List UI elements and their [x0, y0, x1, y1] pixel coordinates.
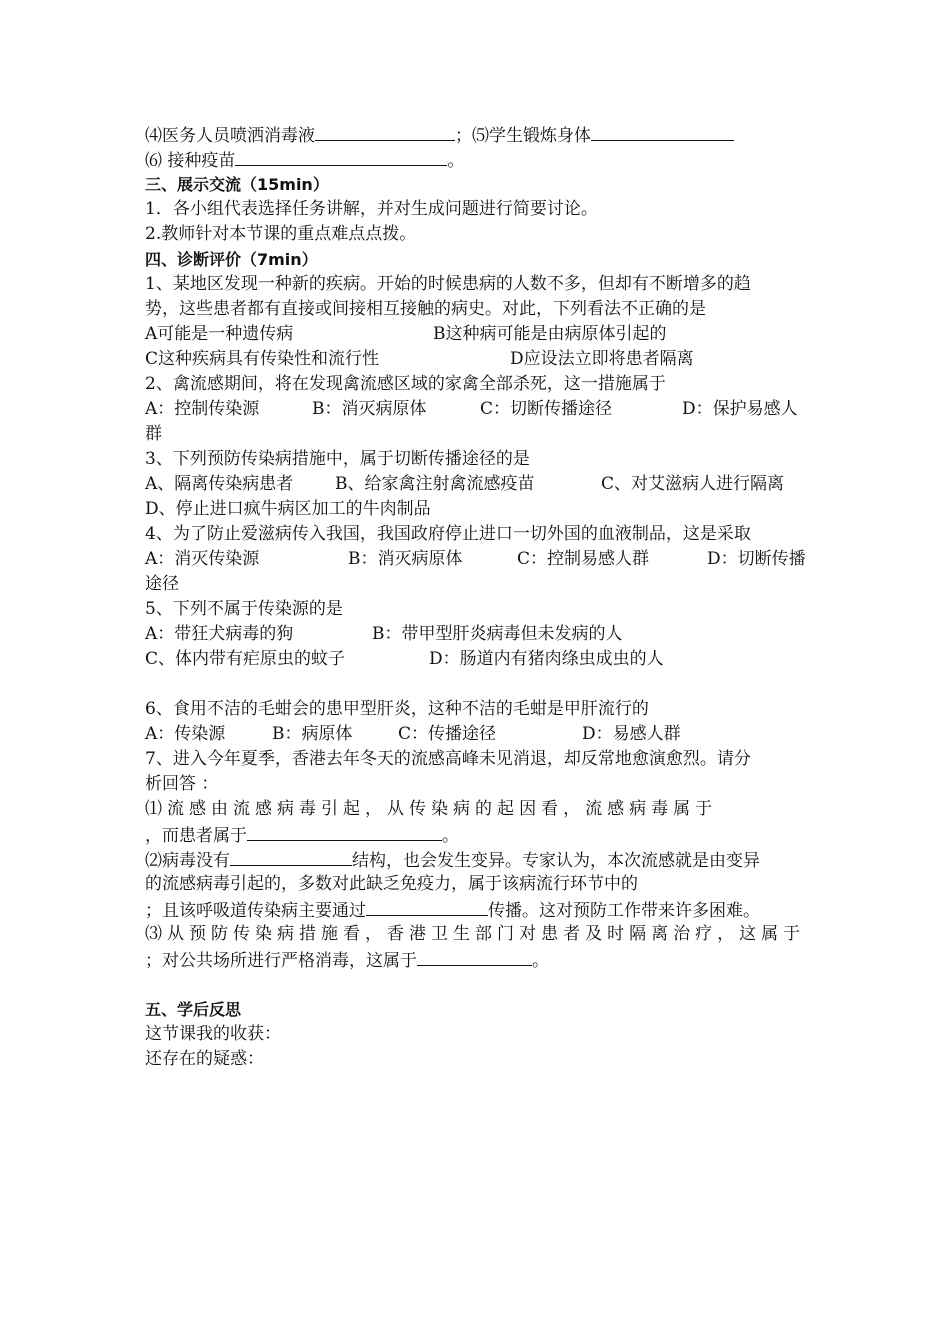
text: ，而患者属于 [145, 826, 247, 846]
text: ⑶ 从 预 防 传 染 病 措 施 看 ， 香 港 卫 生 部 门 对 患 者 及 时 隔 离 治 疗 ， 这 属 于 [145, 924, 800, 944]
line-measures-1 [145, 122, 807, 147]
text: 。 [447, 151, 465, 171]
options-row [145, 547, 807, 572]
section-heading-5: 五、学后反思 [145, 1000, 242, 1019]
question-4-line: 4、为了防止爱滋病传入我国，我国政府停止进口一切外国的血液制品，这是采取 [145, 524, 751, 544]
answer-blank[interactable] [417, 947, 532, 966]
text-line: 2.教师针对本节课的重点难点点拨。 [145, 224, 417, 244]
option-c: C：控制易感人群 [517, 549, 650, 569]
spacer [145, 672, 807, 697]
text-line: 这节课我的收获： [145, 1024, 281, 1044]
option-a: A可能是一种遗传病 [145, 324, 294, 344]
question-7-part-3 [145, 947, 807, 972]
question-7-part-2 [145, 847, 807, 872]
option-c: C、对艾滋病人进行隔离 [601, 474, 785, 494]
text-line: 1．各小组代表选择任务讲解，并对生成问题进行简要讨论。 [145, 199, 598, 219]
option-d: D应设法立即将患者隔离 [510, 349, 694, 369]
question-7-part-2 [145, 897, 807, 922]
option-a: A：传染源 [145, 724, 226, 744]
text: ⑴ 流 感 由 流 感 病 毒 引 起 ， 从 传 染 病 的 起 因 看 ， 流 感 病 毒 属 于 [145, 799, 712, 819]
line-measures-2 [145, 147, 807, 172]
option-a: A：带狂犬病毒的狗 [145, 624, 294, 644]
option-b: B：病原体 [272, 724, 353, 744]
text: 。 [442, 826, 459, 846]
options-row [145, 647, 807, 672]
question-7-part-1 [145, 822, 807, 847]
text: ；对公共场所进行严格消毒，这属于 [145, 951, 417, 971]
section-heading-3: 三、展示交流（15min） [145, 175, 329, 194]
answer-blank[interactable] [230, 847, 352, 866]
option-c: C这种疾病具有传染性和流行性 [145, 349, 380, 369]
option-d: D：保护易感人 [682, 399, 798, 419]
spacer [145, 972, 807, 997]
question-1-line: 势，这些患者都有直接或间接相互接触的病史。对此，下列看法不正确的是 [145, 299, 706, 319]
answer-blank[interactable] [591, 122, 734, 141]
text: 。 [532, 951, 549, 971]
text-line: 途径 [145, 574, 179, 594]
option-b: B：消灭病原体 [312, 399, 427, 419]
question-1-line: 1、某地区发现一种新的疾病。开始的时候患病的人数不多，但却有不断增多的趋 [145, 274, 751, 294]
options-row [145, 722, 807, 747]
question-7-part-1 [145, 797, 807, 822]
options-row [145, 397, 807, 422]
options-row [145, 622, 807, 647]
text: 结构，也会发生变异。专家认为，本次流感就是由变异 [352, 851, 760, 871]
text: ⑹ 接种疫苗 [145, 151, 236, 171]
question-7-line: 析回答 ： [145, 774, 219, 794]
option-a: A：消灭传染源 [145, 549, 260, 569]
option-d: D：易感人群 [582, 724, 681, 744]
option-b: B、给家禽注射禽流感疫苗 [335, 474, 535, 494]
question-3-line: 3、下列预防传染病措施中，属于切断传播途径的是 [145, 449, 530, 469]
option-b: B：带甲型肝炎病毒但未发病的人 [372, 624, 623, 644]
text: ；⑸学生锻炼身体 [455, 126, 591, 146]
option-c: C、体内带有疟原虫的蚊子 [145, 649, 346, 669]
option-d: D、停止进口疯牛病区加工的牛肉制品 [145, 499, 431, 519]
question-7-line: 7、进入今年夏季，香港去年冬天的流感高峰未见消退，却反常地愈演愈烈。请分 [145, 749, 751, 769]
option-d: D：肠道内有猪肉绦虫成虫的人 [429, 649, 664, 669]
text: ⑷医务人员喷洒消毒液 [145, 126, 315, 146]
option-a: A、隔离传染病患者 [145, 474, 294, 494]
text-line: 还存在的疑惑： [145, 1049, 264, 1069]
options-row [145, 322, 807, 347]
option-a: A：控制传染源 [145, 399, 260, 419]
worksheet [145, 122, 807, 1072]
text-line: 群 [145, 424, 162, 444]
option-b: B这种病可能是由病原体引起的 [433, 324, 667, 344]
text: ；且该呼吸道传染病主要通过 [145, 901, 366, 921]
option-c: C：切断传播途径 [480, 399, 613, 419]
answer-blank[interactable] [235, 147, 447, 166]
text: ⑵病毒没有 [145, 851, 230, 871]
question-2-line: 2、禽流感期间，将在发现禽流感区域的家禽全部杀死，这一措施属于 [145, 374, 666, 394]
question-7-part-3 [145, 922, 807, 947]
answer-blank[interactable] [247, 822, 442, 841]
answer-blank[interactable] [366, 897, 488, 916]
question-5-line: 5、下列不属于传染源的是 [145, 599, 343, 619]
options-row [145, 472, 807, 497]
question-7-part-2: 的流感病毒引起的，多数对此缺乏免疫力，属于该病流行环节中的 [145, 874, 638, 894]
answer-blank[interactable] [315, 122, 455, 141]
options-row [145, 347, 807, 372]
option-c: C：传播途径 [398, 724, 497, 744]
option-b: B：消灭病原体 [348, 549, 463, 569]
section-heading-4: 四、诊断评价（7min） [145, 250, 318, 269]
option-d: D：切断传播 [707, 549, 806, 569]
text: 传播。这对预防工作带来许多困难。 [488, 901, 760, 921]
question-6-line: 6、食用不洁的毛蚶会的患甲型肝炎，这种不洁的毛蚶是甲肝流行的 [145, 699, 649, 719]
